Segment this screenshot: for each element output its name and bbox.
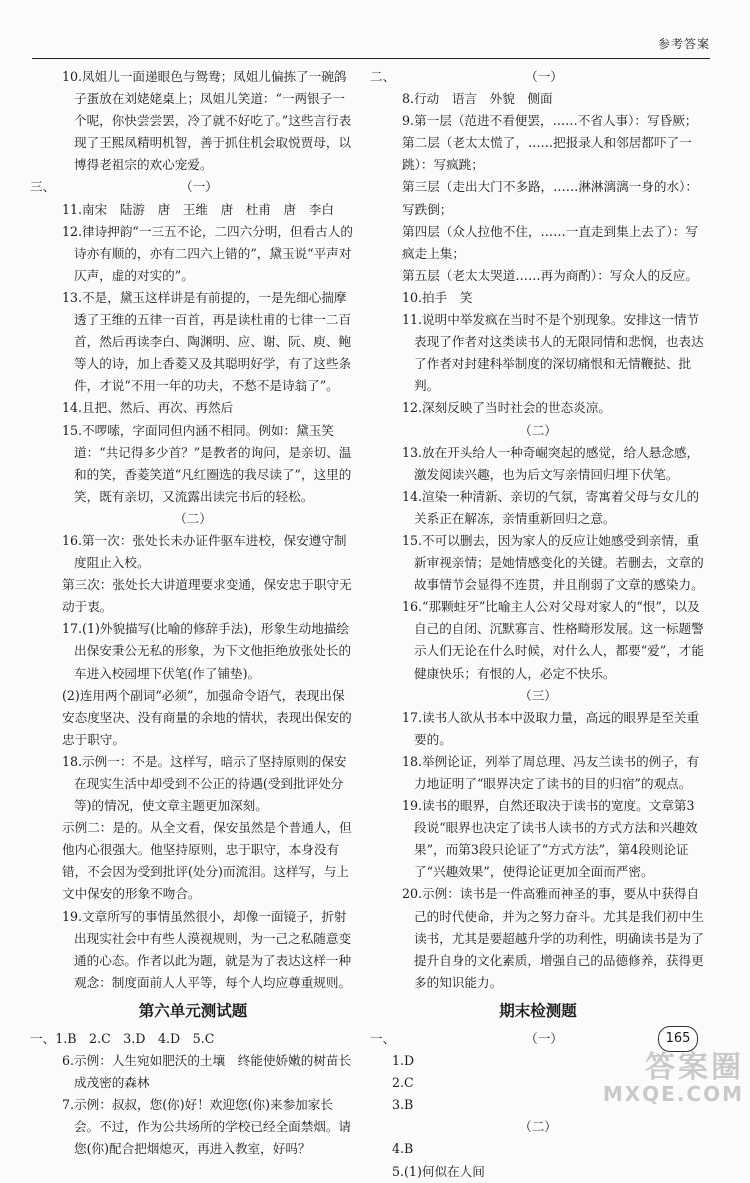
answer-item: 17.(1)外貌描写(比喻的修辞手法)，形象生动地描绘出保安秉公无私的形象，为下文他拒绝放张处长的车进入校园埋下伏笔(作了铺垫)。 bbox=[62, 621, 352, 681]
answer-item: 3.B bbox=[392, 1097, 414, 1113]
section-heading: 一、 （一） bbox=[370, 1030, 563, 1046]
header-title: 参考答案 bbox=[657, 37, 710, 51]
header-rule bbox=[32, 58, 710, 59]
final-exam-title: 期末检测题 bbox=[499, 1001, 577, 1020]
answer-item: 4.B bbox=[392, 1141, 414, 1157]
answer-item: 20.示例：读书是一件高雅而神圣的事，要从中获得自己的时代使命，并为之努力奋斗。尤其是我们初中生读书，尤其是要超越升学的功利性，明确读书是为了提升自身的文化素质，增强自己的品德修养，获得更多的知识能力。 bbox=[402, 886, 704, 990]
answer-continuation: 第三次：张处长大讲道理要求变通，保安忠于职守无动于衷。 bbox=[62, 577, 352, 615]
answer-item: 10.拍手 笑 bbox=[402, 289, 473, 305]
subsection-heading: （二） bbox=[519, 422, 557, 438]
answer-item: 19.读书的眼界，自然还取决于读书的宽度。文章第3段说“眼界也决定了读书人读书的方式方法和兴趣效果”，而第3段只论证了“方式方法”，第4段则论证了“兴趣效果”，使得论证更加全面而严密。 bbox=[402, 798, 698, 880]
answer-item: 13.放在开头给人一种奇崛突起的感觉，给人悬念感，激发阅读兴趣，也为后文写亲情回归埋下伏笔。 bbox=[402, 444, 700, 482]
page-number: 165 bbox=[658, 1026, 698, 1052]
answer-item: 16.第一次：张处长未办证件驱车进校，保安遵守制度阻止入校。 bbox=[62, 532, 347, 571]
answer-item: 5.(1)何似在人间 bbox=[392, 1163, 485, 1179]
answer-item: 17.读书人欲从书本中汲取力量，高远的眼界是至关重要的。 bbox=[402, 709, 700, 747]
answer-item: 2.C bbox=[392, 1075, 414, 1091]
subsection-heading: （二） bbox=[174, 510, 212, 526]
answer-item: 1.D bbox=[392, 1053, 415, 1069]
answer-continuation: 示例二：是的。从全文看，保安虽然是个普通人，但他内心很强大。他坚持原则，忠于职守，本身没有错，不会因为受到批评(处分)而流泪。这样写，与上文中保安的形象不吻合。 bbox=[62, 820, 352, 902]
watermark-url: MXQE.COM bbox=[602, 1082, 744, 1106]
answer-continuation: 第四层（众人拉他不住，……一直走到集上去了）：写疯走上集； bbox=[402, 223, 698, 261]
page-header bbox=[0, 0, 750, 60]
answer-item: 15.不可以删去，因为家人的反应让她感受到亲情，重新审视亲情；是她情感变化的关键。若删去，文章的故事情节会显得不连贯，并且削弱了文章的感染力。 bbox=[402, 532, 704, 593]
subsection-heading: （三） bbox=[519, 687, 557, 703]
subsection-heading: （二） bbox=[519, 1119, 557, 1135]
unit6-title: 第六单元测试题 bbox=[138, 1001, 248, 1020]
answer-item: 18.举例论证，列举了周总理、冯友兰读书的例子，有力地证明了“眼界决定了读书的目的归宿”的观点。 bbox=[402, 753, 700, 791]
answer-item: 13.不是，黛玉这样讲是有前提的，一是先细心揣摩透了王维的五律一百首，再是读杜甫的七律一二百首，然后再读李白、陶渊明、应、谢、阮、庾、鲍等人的诗，加上香菱又及其聪明好学，有了这些条件，才说“不用一年的功夫，不愁不是诗翁了”。 bbox=[62, 289, 352, 394]
answer-item: 18.示例一：不是。这样写，暗示了坚持原则的保安在现实生活中却受到不公正的待遇(受到批评处分等)的情况，使文章主题更加深刻。 bbox=[62, 753, 347, 814]
answer-item: 12.律诗押韵“一三五不论，二四六分明，但看古人的诗亦有顺的，亦有二四六上错的”，黛玉说“平声对仄声，虚的对实的”。 bbox=[62, 223, 353, 283]
answer-continuation: 第五层（老太太哭道……再为商酌）：写众人的反应。 bbox=[402, 267, 698, 283]
answer-item: 10.凤姐儿一面递眼色与鸳鸯；凤姐儿偏拣了一碗鸽子蛋放在刘姥姥桌上；凤姐儿笑道：“一两银子一个呢，你快尝尝罢，冷了就不好吃了。”这些言行表现了王熙凤精明机智，善于抓住机会取悦贾母，以博得老祖宗的欢心宠爱。 bbox=[62, 69, 352, 173]
answer-item: 15.不啰嗦，字面同但内涵不相同。例如：黛玉笑道：“共记得多少首？”是教者的询问，是亲切、温和的笑，香菱笑道“凡红圈选的我尽读了”，这里的笑，既有亲切，又流露出读完书后的轻松。 bbox=[62, 422, 352, 504]
section-heading: 二、 （一） bbox=[370, 69, 563, 84]
answer-item: 11.南宋 陆游 唐 王维 唐 杜甫 唐 李白 bbox=[62, 201, 334, 217]
answer-item: 14.且把、然后、再次、再然后 bbox=[62, 400, 234, 416]
answer-item: 14.渲染一种清新、亲切的气氛，寄寓着父母与女儿的关系正在解冻，亲情重新回归之意。 bbox=[402, 488, 700, 526]
answer-continuation: 第二层（老太太慌了，……把报录人和邻居都吓了一跳）：写疯跳； bbox=[402, 135, 692, 173]
answer-item: 一、 1.B 2.C 3.D 4.D 5.C bbox=[30, 1030, 215, 1046]
watermark-logo bbox=[603, 1042, 744, 1106]
answer-item: 16.“那颗蛀牙”比喻主人公对父母对家人的“恨”，以及自己的自闭、沉默寡言、性格畸形发展。这一标题警示人们无论在什么时候，对什么人，都要“爱”，才能健康快乐；有恨的人，必定不快乐。 bbox=[402, 599, 704, 681]
answer-continuation: 第三层（走出大门不多路，……淋淋漓漓一身的水）：写跌倒； bbox=[402, 179, 698, 217]
answer-item: 7.示例：叔叔，您(你)好！欢迎您(你)来参加家长会。不过，作为公共场所的学校已经全面禁烟。请您(你)配合把烟熄灭，再进入教室，好吗？ bbox=[62, 1097, 352, 1157]
answer-item: 11.说明中举发疯在当时不是个别现象。安排这一情节表现了作者对这类读书人的无限同情和悲悯，也表达了作者对封建科举制度的深切痛恨和无情鞭挞、批判。 bbox=[402, 312, 704, 394]
answer-item: 12.深刻反映了当时社会的世态炎凉。 bbox=[402, 400, 611, 416]
answer-item: 9.第一层（范进不看便罢，……不省人事）：写昏厥； bbox=[402, 113, 698, 129]
answer-item: 19.文章所写的事情虽然很小，却像一面镜子，折射出现实社会中有些人漠视规则，为一己之私随意变通的心态。作者以此为题，就是为了表达这样一种观念：制度面前人人平等，每个人均应尊重规则。 bbox=[62, 908, 352, 990]
answer-item: 8.行动 语言 外貌 侧面 bbox=[402, 91, 553, 107]
watermark-text: 答案圈 bbox=[645, 1050, 744, 1085]
section-heading: 三、 （一） bbox=[30, 179, 218, 195]
answer-continuation: (2)连用两个副词“必须”，加强命令语气，表现出保安态度坚决、没有商量的余地的情状，表现出保安的忠于职守。 bbox=[62, 687, 352, 747]
left-column bbox=[30, 66, 356, 1161]
answer-item: 6.示例：人生宛如肥沃的土壤 终能使娇嫩的树苗长成茂密的森林 bbox=[62, 1053, 352, 1091]
